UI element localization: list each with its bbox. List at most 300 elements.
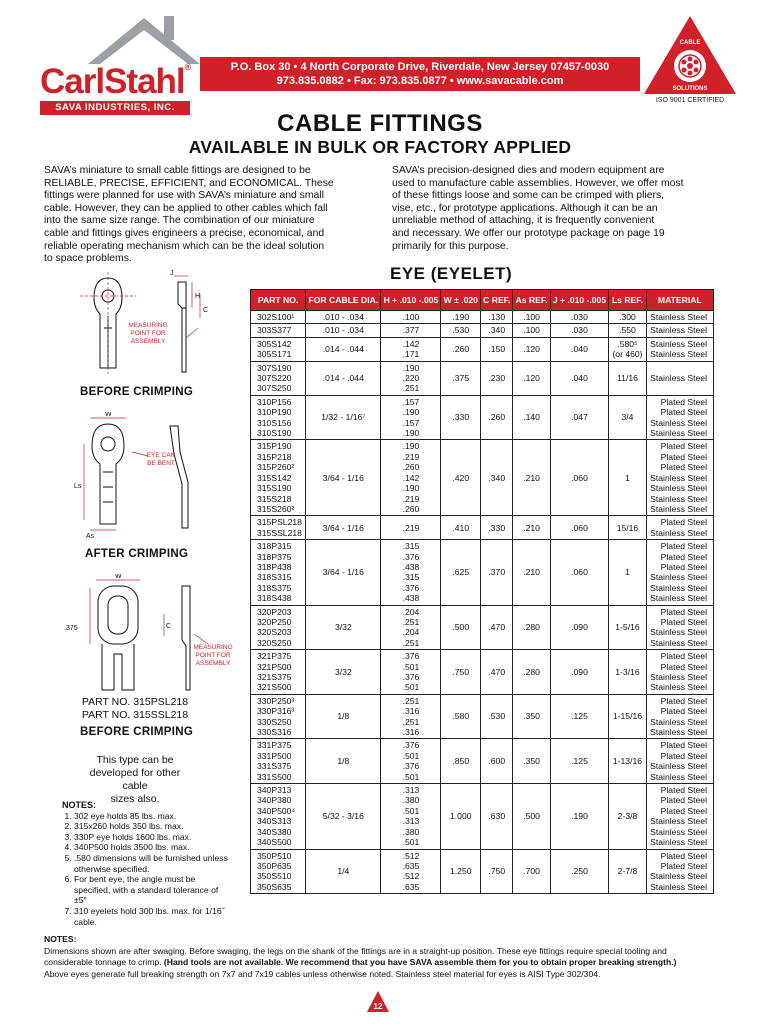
table-cell — [381, 361, 441, 395]
cell-line: .040 — [571, 344, 588, 355]
cell-line: .210 — [523, 472, 540, 483]
cell-line: 15/16 — [616, 522, 639, 533]
text-line: SAVA’s precision-designed dies and modern equipment are — [392, 165, 665, 176]
part-number-label — [60, 696, 210, 722]
cell-line: .030 — [571, 325, 588, 336]
text-line: used to manufacture cable assemblies. However, we offer most — [392, 177, 684, 189]
text-line: and necessary. We offer our prototype package on page 19 — [392, 227, 665, 239]
table-cell — [306, 311, 381, 324]
cell-line: .125 — [571, 711, 588, 722]
table-cell — [306, 337, 381, 361]
table-cell — [441, 311, 481, 324]
cell-line: 318P375 — [257, 551, 292, 562]
cell-line: 330P316³ — [257, 706, 295, 717]
cell-line: .219 — [402, 493, 420, 504]
table-cell — [513, 784, 550, 849]
table-row — [251, 361, 714, 395]
cell-line: Plated Steel — [660, 805, 707, 816]
cell-line: .190 — [402, 428, 420, 439]
cell-line: .250 — [571, 866, 588, 877]
cell-line: .210 — [523, 522, 540, 533]
cell-line: .750 — [452, 666, 470, 677]
table-cell — [306, 516, 381, 540]
table-row — [251, 324, 714, 337]
cell-line: 3/32 — [334, 666, 352, 677]
cell-line: .850 — [452, 756, 470, 767]
cell-line: 331P375 — [257, 740, 292, 751]
cell-line: Plated Steel — [660, 785, 707, 796]
text-line: unreliable method of attaching, it is frequently convenient — [392, 215, 655, 227]
column-header: MATERIAL — [646, 290, 713, 311]
table-cell — [441, 650, 481, 695]
table-cell — [550, 440, 609, 516]
cell-line: Plated Steel — [660, 795, 707, 806]
table-cell — [306, 784, 381, 849]
cell-line: 1-3/16 — [615, 666, 640, 677]
cell-line: .635 — [402, 881, 420, 892]
bottom-notes-heading: NOTES: — [44, 934, 77, 944]
cell-line: 340S500 — [257, 837, 292, 848]
cell-line: .375 — [452, 373, 470, 384]
cell-line: Plated Steel — [660, 850, 707, 861]
column-header: W ± .020 — [441, 290, 481, 311]
table-cell — [550, 324, 609, 337]
cell-line: Stainless Steel — [650, 349, 707, 360]
cell-line: Stainless Steel — [650, 428, 707, 439]
cell-line: .204 — [402, 627, 420, 638]
cell-line: Plated Steel — [660, 441, 707, 452]
cell-line: Stainless Steel — [650, 682, 707, 693]
table-cell — [609, 605, 646, 650]
cell-line: .512 — [402, 850, 420, 861]
cell-line: 340P313 — [257, 785, 292, 796]
table-cell — [441, 739, 481, 784]
eyelet-after-crimping-diagram — [70, 412, 240, 540]
table-row — [251, 516, 714, 540]
svg-text:SOLUTIONS: SOLUTIONS — [672, 86, 708, 92]
table-cell — [513, 395, 550, 440]
cell-line: 340S313 — [257, 816, 292, 827]
cell-line: 3/64 - 1/16 — [322, 522, 364, 533]
table-cell — [550, 540, 609, 605]
table-cell — [550, 311, 609, 324]
cell-line: 315SSL218 — [257, 527, 302, 538]
cell-line: 331P500 — [257, 750, 292, 761]
cell-line: 350S635 — [257, 881, 292, 892]
text-line: EYE CAN — [146, 452, 176, 459]
cell-line: Stainless Steel — [650, 527, 707, 538]
cell-line: .501 — [402, 661, 420, 672]
table-cell — [381, 324, 441, 337]
cell-line: .300 — [619, 312, 636, 322]
table-row — [251, 605, 714, 650]
table-cell — [441, 395, 481, 440]
cell-line: .230 — [488, 373, 506, 384]
cell-line: Plated Steel — [660, 561, 707, 572]
cell-line: 3/64 - 1/16 — [322, 567, 364, 578]
table-cell — [251, 361, 306, 395]
cell-line: Plated Steel — [660, 740, 707, 751]
table-cell — [441, 849, 481, 894]
cell-line: .376 — [402, 551, 420, 562]
cable-solutions-badge — [640, 14, 740, 110]
cell-line: .100 — [523, 325, 540, 336]
cell-line: .157 — [402, 417, 420, 428]
cell-line: 315S142 — [257, 472, 292, 483]
cell-line: 340P380 — [257, 795, 292, 806]
table-cell — [513, 650, 550, 695]
cell-line: .010 - .034 — [322, 312, 364, 322]
table-cell — [550, 395, 609, 440]
cell-line: .315 — [402, 541, 420, 552]
table-cell — [513, 440, 550, 516]
after-crimping-label: AFTER CRIMPING — [85, 548, 189, 560]
table-cell — [481, 650, 513, 695]
table-cell — [251, 516, 306, 540]
table-cell — [609, 784, 646, 849]
cell-line: 315PSL218 — [257, 517, 302, 528]
cell-line: 1/8 — [337, 711, 350, 722]
table-cell — [513, 361, 550, 395]
table-cell — [381, 540, 441, 605]
cell-line: 2-7/8 — [617, 866, 638, 877]
page-subtitle: AVAILABLE IN BULK OR FACTORY APPLIED — [188, 137, 572, 157]
cell-line: .157 — [402, 396, 420, 407]
cell-line: .340 — [488, 472, 506, 483]
cell-line: .125 — [571, 756, 588, 767]
cell-line: .470 — [488, 622, 506, 633]
dim-h-label: H — [195, 293, 201, 300]
cell-line: .530 — [452, 325, 470, 336]
cell-line: 1.250 — [450, 866, 472, 877]
text-line: developed for other cable — [89, 767, 181, 792]
cell-line: .350 — [523, 756, 540, 767]
note-item: 2. 315x260 holds 350 lbs. max. — [74, 821, 232, 832]
cell-line: Stainless Steel — [650, 572, 707, 583]
cell-line: Plated Steel — [660, 661, 707, 672]
cell-line: 320P250 — [257, 616, 292, 627]
cell-line: 320P203 — [257, 606, 292, 617]
cell-line: Stainless Steel — [650, 503, 707, 514]
table-cell — [251, 395, 306, 440]
table-cell — [513, 337, 550, 361]
dim-j-label: J — [170, 270, 174, 277]
table-cell — [441, 361, 481, 395]
table-cell — [381, 694, 441, 739]
cell-line: Stainless Steel — [650, 881, 707, 892]
text-line: reliable operating mechanism which can be the ideal solution — [44, 240, 325, 252]
table-cell — [251, 650, 306, 695]
table-cell — [441, 694, 481, 739]
cell-line: .100 — [523, 312, 540, 322]
text-line: PART NO. 315SSL218 — [81, 709, 189, 721]
cell-line: .090 — [571, 622, 588, 633]
cell-line: .500 — [452, 622, 470, 633]
table-cell — [646, 739, 713, 784]
table-cell — [609, 395, 646, 440]
cell-line: 305S142 — [257, 338, 292, 349]
bottom-note-line — [44, 957, 724, 969]
cell-line: Stainless Steel — [650, 325, 707, 336]
table-cell — [609, 694, 646, 739]
cell-line: .190 — [402, 362, 420, 373]
cell-line: .340 — [488, 325, 506, 336]
cell-line: 321S375 — [257, 672, 292, 682]
table-cell — [550, 650, 609, 695]
cell-line: 3/4 — [621, 412, 634, 423]
triangle-logo-icon — [640, 14, 740, 98]
text-line: vise, etc., for prototype applications. Although it can be an — [392, 202, 658, 214]
table-cell — [513, 324, 550, 337]
cell-line: 1 — [625, 567, 630, 578]
table-cell — [381, 440, 441, 516]
table-cell — [646, 784, 713, 849]
table-cell — [550, 337, 609, 361]
column-header: PART NO. — [251, 290, 306, 311]
page-number: 12 — [373, 1002, 383, 1011]
table-row — [251, 540, 714, 605]
cell-line: 331S500 — [257, 771, 292, 782]
text-line: cable. However, they can be applied to other cables which fall — [44, 202, 328, 214]
table-cell — [481, 516, 513, 540]
cell-line: 310P156 — [257, 396, 292, 407]
cell-line: .120 — [523, 373, 540, 384]
table-cell — [481, 337, 513, 361]
cell-line: .376 — [402, 582, 420, 593]
cell-line: .625 — [452, 567, 470, 578]
cell-line: Stainless Steel — [650, 493, 707, 504]
cell-line: .251 — [402, 695, 420, 706]
table-cell — [441, 516, 481, 540]
cell-line: .100 — [402, 312, 420, 322]
table-body — [251, 311, 714, 894]
cell-line: 2-3/8 — [617, 811, 638, 822]
bottom-note-text: considerable tonnage to crimp. — [44, 957, 164, 967]
text-line: ASSEMBLY — [130, 338, 166, 345]
table-cell — [513, 605, 550, 650]
table-row — [251, 395, 714, 440]
cell-line: 318P315 — [257, 541, 292, 552]
cell-line: 1-13/16 — [612, 756, 643, 767]
table-cell — [646, 650, 713, 695]
note-item: 5. .580 dimensions will be furnished unless otherwise specified. — [74, 853, 232, 874]
text-line: MEASURING — [193, 644, 233, 651]
carlstahl-logo — [40, 12, 200, 113]
table-cell — [251, 694, 306, 739]
brand-name: CarlStahl® — [40, 62, 191, 101]
table-cell — [646, 516, 713, 540]
cell-line: .370 — [488, 567, 506, 578]
before-crimping-label: BEFORE CRIMPING — [80, 386, 194, 398]
cell-line: .313 — [402, 816, 420, 827]
table-cell — [381, 650, 441, 695]
cell-line: 318S438 — [257, 593, 292, 604]
cell-line: 310P190 — [257, 407, 292, 418]
table-cell — [550, 516, 609, 540]
eye-bent-label — [136, 452, 186, 468]
cell-line: .410 — [452, 522, 470, 533]
table-cell — [609, 311, 646, 324]
cell-line: 320S203 — [257, 627, 292, 638]
cell-line: .260 — [488, 412, 506, 423]
notes-heading: NOTES: — [62, 800, 97, 810]
table-cell — [441, 440, 481, 516]
dim-c-label-2: C — [166, 623, 172, 630]
intro-left — [44, 165, 364, 266]
text-line: sizes also. — [110, 793, 160, 805]
table-cell — [513, 849, 550, 894]
table-cell — [306, 605, 381, 650]
table-cell — [646, 540, 713, 605]
table-row — [251, 739, 714, 784]
notes-list — [62, 811, 232, 928]
table-cell — [251, 605, 306, 650]
cell-line: Stainless Steel — [650, 761, 707, 772]
table-cell — [306, 650, 381, 695]
column-header: As REF. — [513, 290, 550, 311]
table-cell — [609, 849, 646, 894]
cell-line: .140 — [523, 412, 540, 423]
address-line: P.O. Box 30 • 4 North Corporate Drive, Riverdale, New Jersey 07457-0030 — [230, 61, 610, 73]
column-header: H + .010 -.005 — [381, 290, 441, 311]
cell-line: .330 — [488, 522, 506, 533]
cell-line: (or 460) — [612, 349, 643, 360]
cell-line: .060 — [571, 472, 588, 483]
cell-line: .260 — [402, 503, 420, 514]
table-cell — [646, 324, 713, 337]
cell-line: .120 — [523, 344, 540, 355]
cell-line: Plated Steel — [660, 551, 707, 562]
table-cell — [609, 337, 646, 361]
cell-line: Stainless Steel — [650, 483, 707, 494]
bottom-note-line: Above eyes generate full breaking strength on 7x7 and 7x19 cables unless otherwise noted. Stainless steel material for eyes is AISI Type 302/304. — [44, 968, 601, 979]
cell-line: 350P635 — [257, 860, 292, 871]
cell-line: Stainless Steel — [650, 716, 707, 727]
table-cell — [609, 739, 646, 784]
table-cell — [646, 849, 713, 894]
cell-line: Plated Steel — [660, 750, 707, 761]
table-cell — [381, 605, 441, 650]
cell-line: .260 — [402, 462, 420, 473]
cell-line: Stainless Steel — [650, 826, 707, 837]
text-line: of these fittings loose and some can be crimped with pliers, — [392, 190, 665, 202]
cell-line: .750 — [488, 866, 506, 877]
cell-line: .420 — [452, 472, 470, 483]
table-cell — [306, 694, 381, 739]
cell-line: .316 — [402, 706, 420, 717]
table-cell — [306, 739, 381, 784]
table-cell — [646, 395, 713, 440]
table-cell — [481, 694, 513, 739]
cell-line: 315P260² — [257, 462, 295, 473]
table-cell — [550, 784, 609, 849]
text-line: cable and fittings gives engineers a precise, economical, and — [44, 227, 325, 239]
cell-line: 310S156 — [257, 417, 292, 428]
table-cell — [251, 311, 306, 324]
cell-line: 307S250 — [257, 383, 292, 394]
cell-line: .280 — [523, 622, 540, 633]
cell-line: Stainless Steel — [650, 417, 707, 428]
cell-line: .376 — [402, 761, 420, 772]
cell-line: Plated Steel — [660, 462, 707, 473]
note-item: 1. 302 eye holds 85 lbs. max. — [74, 811, 232, 822]
bottom-note-bold: (Hand tools are not available. We recommend that you have SAVA assemble them for you to obtain proper breaking strength.) — [163, 957, 677, 967]
cell-line: .190 — [402, 483, 420, 494]
table-cell — [441, 337, 481, 361]
table-cell — [481, 605, 513, 650]
cell-line: 1/4 — [337, 866, 350, 877]
column-header: Ls REF. — [609, 290, 646, 311]
table-row — [251, 337, 714, 361]
measuring-point-label — [118, 322, 178, 346]
table-cell — [609, 440, 646, 516]
table-cell — [550, 361, 609, 395]
table-cell — [609, 650, 646, 695]
cell-line: .380 — [402, 795, 420, 806]
cell-line: .010 - .034 — [322, 325, 364, 336]
cell-line: 1-15/16 — [612, 711, 643, 722]
cell-line: .130 — [488, 312, 506, 322]
cell-line: .550 — [619, 325, 636, 336]
dim-c-label: C — [203, 307, 209, 314]
table-cell — [481, 324, 513, 337]
note-item: 7. 310 eyelets hold 300 lbs. max. for 1/16˝ cable. — [74, 906, 232, 927]
table-cell — [481, 440, 513, 516]
table-cell — [381, 784, 441, 849]
dim-as-label: As — [86, 533, 95, 540]
cell-line: 1 — [625, 472, 630, 483]
cell-line: Plated Steel — [660, 606, 707, 617]
cell-line: Stainless Steel — [650, 593, 707, 604]
cell-line: .377 — [402, 325, 420, 336]
cell-line: .190 — [571, 811, 588, 822]
column-header: C REF. — [481, 290, 513, 311]
cell-line: .251 — [402, 637, 420, 648]
cell-line: 307S220 — [257, 373, 292, 384]
cell-line: 321S500 — [257, 682, 292, 693]
table-cell — [251, 739, 306, 784]
table-cell — [481, 784, 513, 849]
text-line: RELIABLE, PRECISE, EFFICIENT, and ECONOMICAL. These — [44, 177, 334, 189]
table-cell — [306, 849, 381, 894]
table-cell — [513, 694, 550, 739]
slotted-eyelet-diagram — [60, 574, 240, 694]
cell-line: Stainless Steel — [650, 771, 707, 782]
table-cell — [609, 540, 646, 605]
table-row — [251, 784, 714, 849]
dim-w-label: W — [105, 412, 112, 418]
cell-line: .438 — [402, 593, 420, 604]
text-line: into the same size range. The combination of our miniature — [44, 215, 315, 227]
cell-line: Plated Steel — [660, 651, 707, 662]
table-cell — [646, 440, 713, 516]
cell-line: Stainless Steel — [650, 373, 707, 384]
type-note — [80, 754, 190, 806]
text-line: PART NO. 315PSL218 — [81, 696, 189, 708]
cell-line: 307S190 — [257, 362, 292, 373]
section-title: EYE (EYELET) — [390, 264, 513, 283]
contact-line: 973.835.0882 • Fax: 973.835.0877 • www.savacable.com — [276, 75, 564, 87]
cell-line: .501 — [402, 682, 420, 693]
cell-line: .501 — [402, 805, 420, 816]
cell-line: .470 — [488, 666, 506, 677]
cell-line: .204 — [402, 606, 420, 617]
cell-line: Stainless Steel — [650, 582, 707, 593]
table-cell — [646, 311, 713, 324]
table-cell — [513, 540, 550, 605]
text-line: to space problems. — [44, 253, 132, 265]
table-cell — [306, 395, 381, 440]
